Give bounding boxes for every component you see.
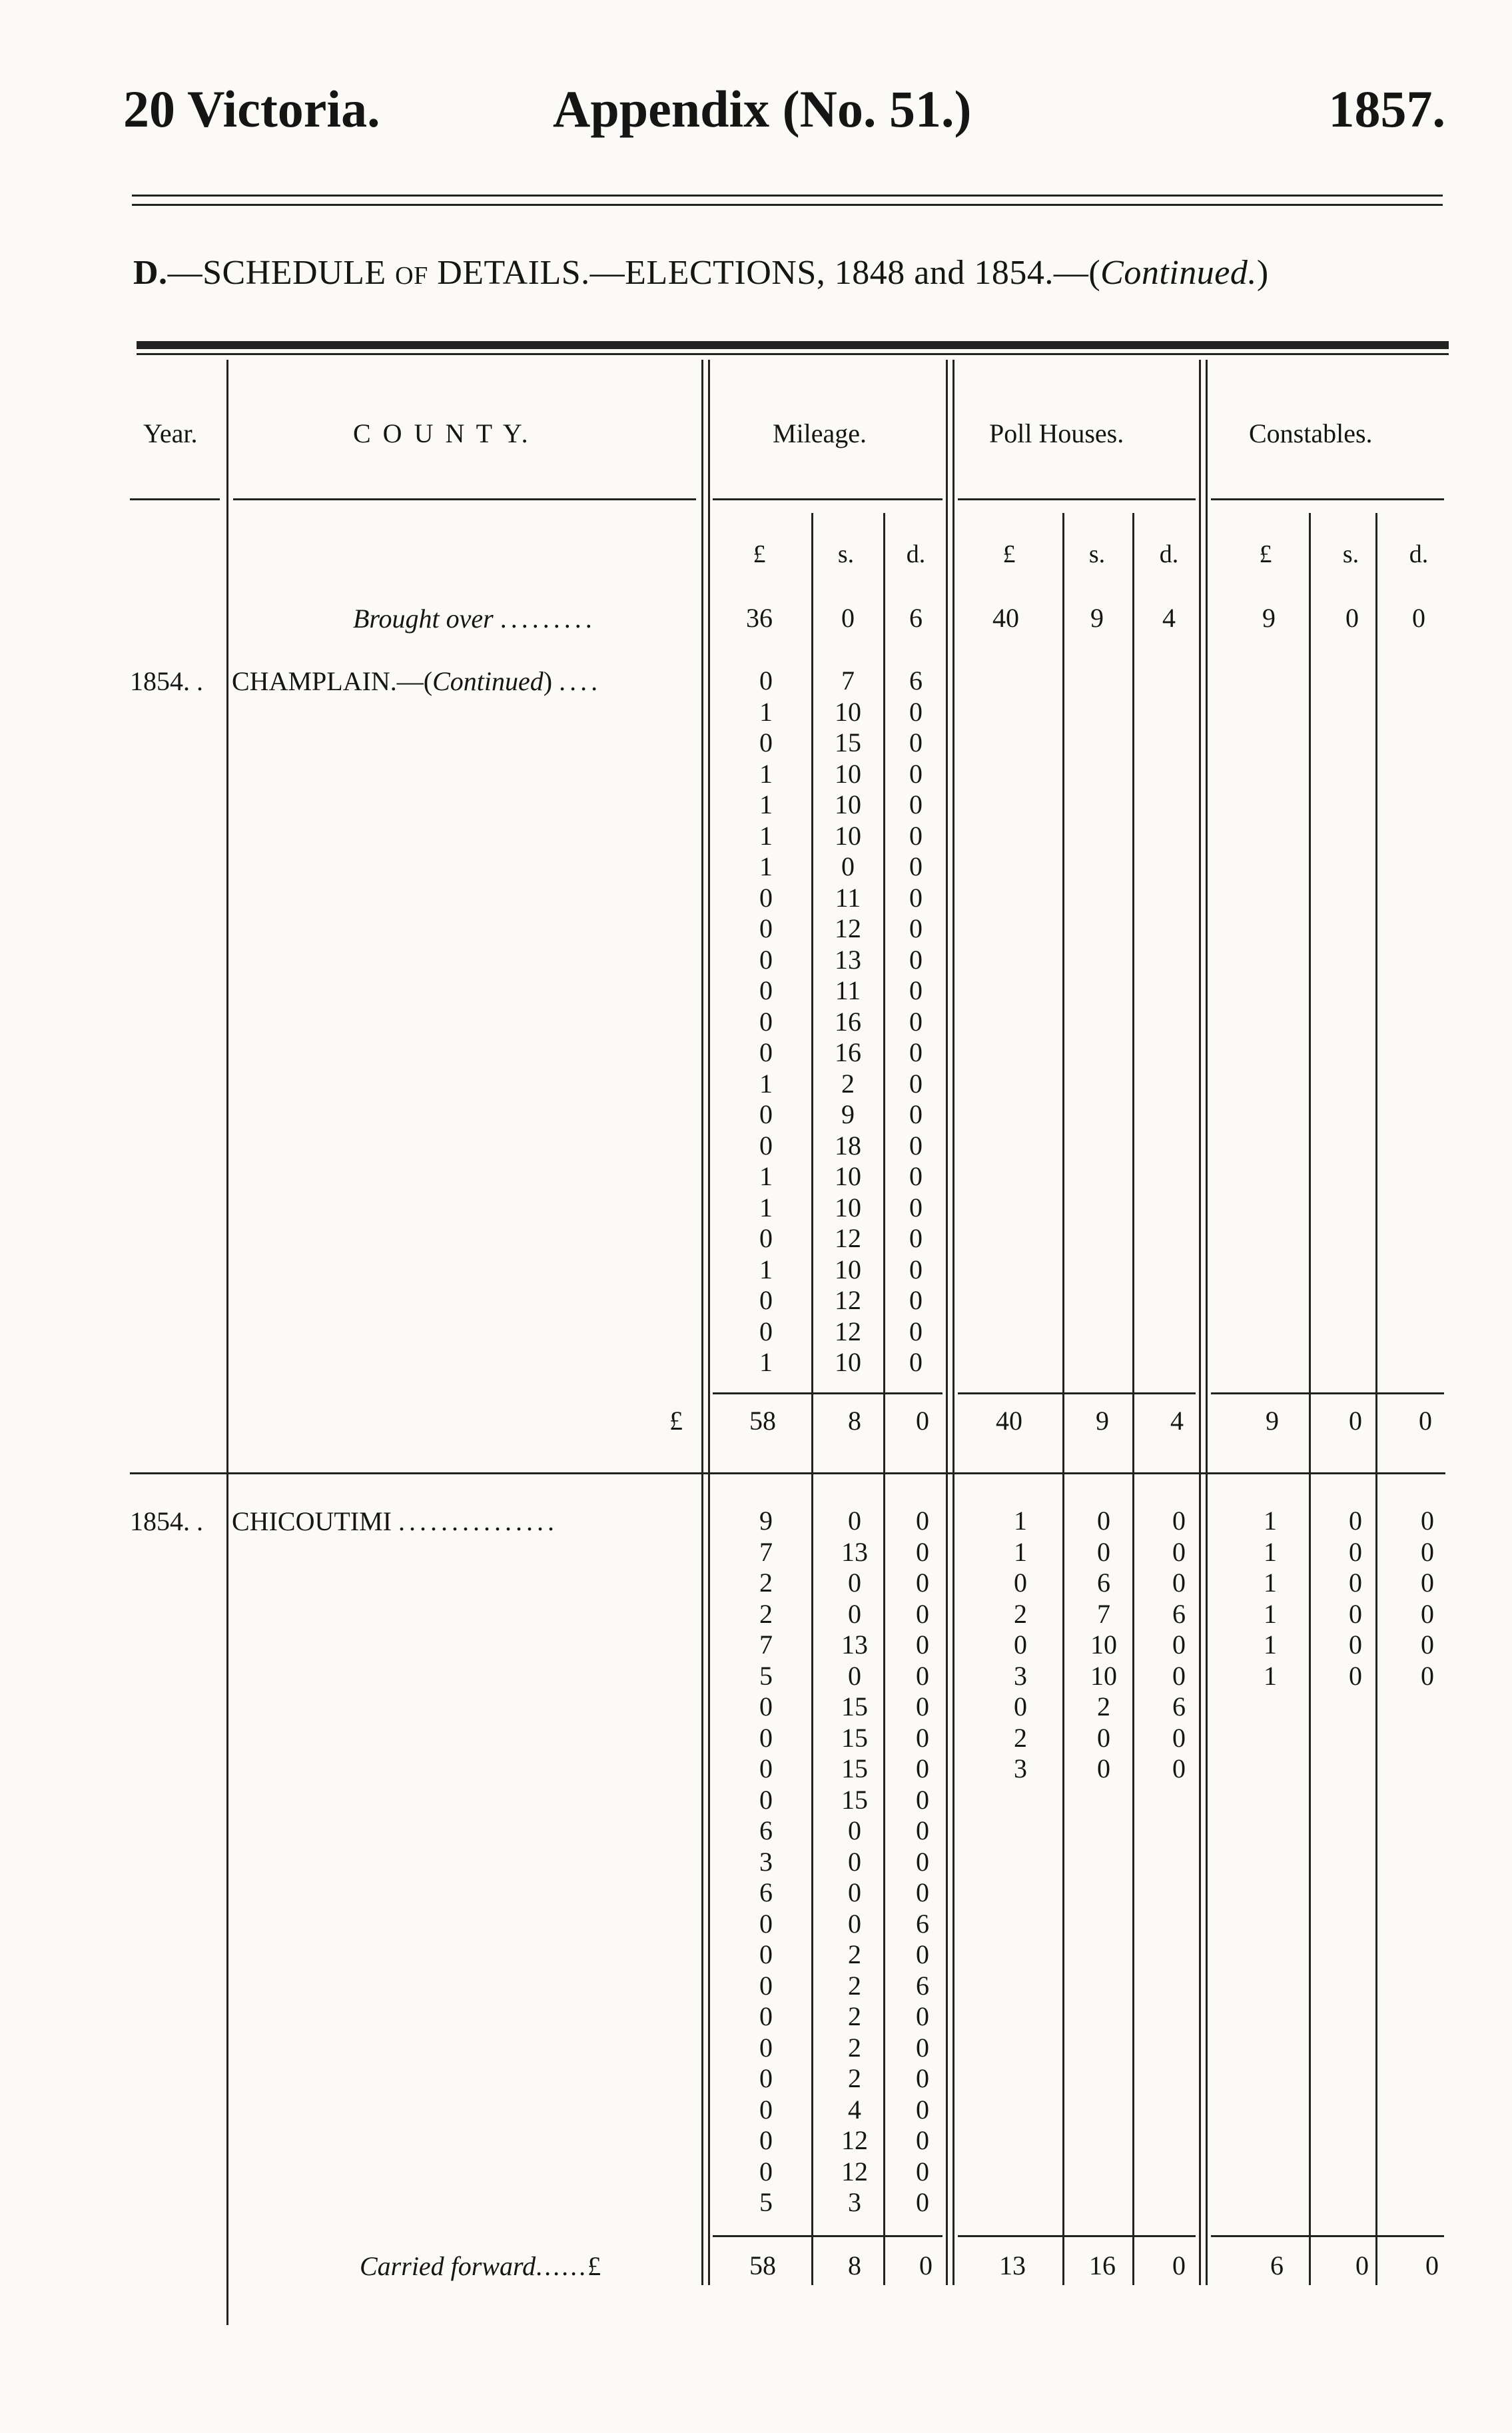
unit-poll-d: d. [1159,540,1179,568]
mileage-pounds-cell: 0 [759,913,773,943]
mileage-pounds-cell: 0 [759,1099,773,1129]
mileage-pounds-cell: 3 [759,1846,773,1877]
mileage-pounds-cell: 5 [759,2187,773,2217]
mileage-pence-cell: 0 [916,1660,929,1691]
mileage-shillings-cell: 4 [848,2094,861,2125]
mileage-pence-cell: 0 [916,1692,929,1721]
mileage-pence-cell: 6 [916,1970,929,2001]
column-header-constables: Constables. [1249,418,1373,448]
carried-poll-pence: 0 [1172,2250,1186,2280]
header-appendix: Appendix (No. 51.) [553,80,972,138]
poll-pence-cell: 0 [1172,1660,1186,1691]
mileage-pence-cell: 0 [909,882,923,913]
mileage-pence-cell: 0 [909,913,923,943]
mileage-pounds-cell: 0 [759,1970,773,2001]
poll-pence-cell: 0 [1172,1536,1186,1567]
header-rule-const [1211,498,1444,500]
carried-const-shillings: 0 [1355,2250,1369,2280]
constables-shillings-cell: 0 [1349,1598,1362,1629]
mileage-pounds-cell: 1 [759,696,773,727]
table-top-rule [137,341,1449,349]
mileage-pounds-cell: 1 [759,1254,773,1284]
mileage-pence-cell: 6 [916,1908,929,1939]
constables-pence-cell: 0 [1421,1630,1434,1660]
poll-pence-cell: 0 [1172,1568,1186,1598]
chicoutimi-mileage-shillings-column [825,1506,885,2218]
mileage-shillings-cell: 10 [835,758,861,789]
mileage-shillings-cell: 12 [835,1285,861,1315]
champlain-total-pound-sign: £ [669,1406,683,1436]
mileage-pence-cell: 0 [909,1223,923,1253]
chicoutimi-const-pounds-column [1240,1506,1300,1692]
mileage-shillings-cell: 10 [835,820,861,851]
champlain-total-mileage-pence: 0 [916,1406,929,1436]
carried-forward-label: Carried forward......£ [360,2251,601,2281]
mileage-shillings-cell: 2 [841,1068,855,1099]
mileage-pence-cell: 0 [916,2125,929,2155]
constables-pence-cell: 0 [1421,1568,1434,1598]
champlain-total-poll-pence: 4 [1170,1406,1184,1436]
mileage-pence-cell: 0 [916,1815,929,1845]
header-rule-poll [958,498,1196,500]
column-header-year: Year. [143,418,198,448]
mileage-pounds-cell: 0 [759,944,773,975]
column-header-county: C O U N T Y. [353,418,531,448]
poll-pounds-cell: 2 [1014,1598,1027,1629]
header-rule-top [132,195,1443,197]
mileage-pounds-cell: 0 [759,882,773,913]
poll-shillings-cell: 0 [1097,1722,1110,1753]
mileage-pence-cell: 0 [916,1753,929,1783]
mileage-shillings-cell: 13 [835,944,861,975]
header-rule-mileage [713,498,943,500]
mileage-pence-cell: 0 [916,1784,929,1815]
chicoutimi-county: CHICOUTIMI ............... [232,1506,558,1536]
mileage-pence-cell: 0 [916,1536,929,1567]
mileage-pounds-cell: 1 [759,820,773,851]
mileage-pence-cell: 0 [916,2032,929,2063]
mileage-shillings-cell: 10 [835,1254,861,1284]
mileage-pence-cell: 0 [909,1347,923,1377]
poll-pounds-cell: 0 [1014,1692,1027,1721]
mileage-shillings-cell: 0 [848,1846,861,1877]
champlain-total-const-shillings: 0 [1349,1406,1362,1436]
mileage-pence-cell: 0 [909,1130,923,1161]
mileage-pounds-cell: 0 [759,1316,773,1346]
mileage-pounds-cell: 0 [759,2001,773,2031]
unit-poll-pound: £ [1002,540,1016,568]
carried-mileage-pence: 0 [919,2250,933,2280]
carried-mileage-shillings: 8 [848,2250,861,2280]
mileage-pence-cell: 0 [916,1939,929,1969]
mileage-pence-cell: 0 [909,975,923,1005]
champlain-mileage-pounds-column [736,666,796,1378]
brought-over-const-pence: 0 [1412,603,1425,633]
mileage-shillings-cell: 2 [848,1970,861,2001]
unit-mileage-s: s. [837,540,855,568]
poll-pounds-cell: 1 [1014,1536,1027,1567]
champlain-mileage-pence-column [886,666,946,1378]
mileage-shillings-cell: 12 [841,2125,868,2155]
mileage-shillings-cell: 12 [841,2156,868,2187]
mileage-pounds-cell: 0 [759,2032,773,2063]
mileage-pounds-cell: 1 [759,851,773,881]
mileage-shillings-cell: 0 [848,1506,861,1536]
mileage-shillings-cell: 7 [841,666,855,696]
champlain-county: CHAMPLAIN.—(Continued) .... [232,666,602,696]
col-divider-const-d [1375,513,1377,2285]
constables-pence-cell: 0 [1421,1506,1434,1536]
carried-const-pounds: 6 [1270,2250,1284,2280]
mileage-pence-cell: 0 [909,944,923,975]
mileage-pence-cell: 0 [916,1568,929,1598]
brought-over-label: Brought over ......... [353,604,596,634]
poll-pence-cell: 0 [1172,1506,1186,1536]
mileage-shillings-cell: 0 [848,1568,861,1598]
chicoutimi-mileage-pence-column [893,1506,952,2218]
mileage-pounds-cell: 0 [759,975,773,1005]
header-rule-year [130,498,220,500]
poll-pence-cell: 6 [1172,1598,1186,1629]
mileage-pounds-cell: 5 [759,1660,773,1691]
mileage-pence-cell: 0 [909,1316,923,1346]
constables-pounds-cell: 1 [1264,1630,1277,1660]
mileage-pounds-cell: 1 [759,1347,773,1377]
mileage-shillings-cell: 15 [841,1692,868,1721]
champlain-total-poll-pounds: 40 [996,1406,1022,1436]
mileage-pounds-cell: 2 [759,1598,773,1629]
mileage-pence-cell: 0 [909,1037,923,1067]
champlain-mileage-shillings-column [818,666,878,1378]
brought-over-mileage-pounds: 36 [746,603,773,633]
champlain-total-poll-shillings: 9 [1096,1406,1109,1436]
mileage-pounds-cell: 2 [759,1568,773,1598]
mileage-shillings-cell: 9 [841,1099,855,1129]
poll-pounds-cell: 3 [1014,1753,1027,1783]
header-rule-bottom [132,204,1443,206]
poll-shillings-cell: 6 [1097,1568,1110,1598]
col-divider-year [226,360,228,2325]
constables-shillings-cell: 0 [1349,1506,1362,1536]
mileage-shillings-cell: 12 [835,1316,861,1346]
mileage-pence-cell: 0 [916,1877,929,1907]
carried-poll-pounds: 13 [999,2250,1026,2280]
mileage-pounds-cell: 0 [759,1692,773,1721]
chicoutimi-const-pence-column [1397,1506,1457,1692]
unit-poll-s: s. [1088,540,1106,568]
mileage-pounds-cell: 7 [759,1536,773,1567]
carried-mileage-pounds: 58 [749,2250,776,2280]
brought-over-poll-pounds: 40 [992,603,1019,633]
mileage-shillings-cell: 0 [848,1598,861,1629]
poll-pounds-cell: 2 [1014,1722,1027,1753]
mileage-pounds-cell: 0 [759,2063,773,2093]
col-divider-county-b [708,360,710,2285]
constables-pounds-cell: 1 [1264,1660,1277,1691]
constables-pounds-cell: 1 [1264,1506,1277,1536]
mileage-pounds-cell: 0 [759,1784,773,1815]
mileage-pence-cell: 0 [909,1068,923,1099]
mileage-shillings-cell: 15 [841,1722,868,1753]
mileage-pence-cell: 0 [909,728,923,757]
mileage-pence-cell: 0 [909,1099,923,1129]
mileage-shillings-cell: 10 [835,1161,861,1191]
mileage-pounds-cell: 1 [759,1161,773,1191]
header-rule-county [233,498,696,500]
mileage-pence-cell: 0 [909,820,923,851]
champlain-total-rule-mileage [713,1392,943,1394]
mileage-pounds-cell: 0 [759,1285,773,1315]
mileage-pounds-cell: 0 [759,2094,773,2125]
poll-shillings-cell: 2 [1097,1692,1110,1721]
poll-shillings-cell: 0 [1097,1506,1110,1536]
carried-rule-const [1211,2235,1444,2237]
mileage-pence-cell: 0 [916,2156,929,2187]
mileage-shillings-cell: 10 [835,1347,861,1377]
mileage-shillings-cell: 0 [848,1815,861,1845]
header-session: 20 Victoria. [123,80,380,138]
poll-pounds-cell: 3 [1014,1660,1027,1691]
mileage-pounds-cell: 0 [759,2125,773,2155]
mileage-pounds-cell: 0 [759,1130,773,1161]
constables-shillings-cell: 0 [1349,1568,1362,1598]
mileage-shillings-cell: 13 [841,1630,868,1660]
mileage-shillings-cell: 16 [835,1037,861,1067]
poll-pence-cell: 0 [1172,1722,1186,1753]
mileage-pence-cell: 0 [909,1006,923,1037]
mileage-pence-cell: 0 [916,2187,929,2217]
champlain-total-mileage-shillings: 8 [848,1406,861,1436]
column-header-mileage: Mileage. [773,418,867,448]
constables-pounds-cell: 1 [1264,1568,1277,1598]
col-divider-const-s [1309,513,1311,2285]
mileage-shillings-cell: 0 [848,1660,861,1691]
mileage-shillings-cell: 10 [835,1192,861,1222]
mileage-shillings-cell: 11 [835,882,861,913]
schedule-title: D.—SCHEDULE OF DETAILS.—ELECTIONS, 1848 and 1854.—(Continued.) [133,254,1269,292]
brought-over-poll-shillings: 9 [1090,603,1104,633]
poll-pounds-cell: 0 [1014,1630,1027,1660]
mileage-pence-cell: 0 [916,1598,929,1629]
mileage-pence-cell: 0 [909,789,923,819]
poll-pence-cell: 0 [1172,1753,1186,1783]
chicoutimi-poll-shillings-column [1074,1506,1134,1785]
mileage-pounds-cell: 0 [759,728,773,757]
table-top-rule-thin [137,353,1449,355]
mileage-pence-cell: 0 [916,1630,929,1660]
mileage-pounds-cell: 0 [759,2156,773,2187]
poll-shillings-cell: 0 [1097,1753,1110,1783]
poll-shillings-cell: 10 [1090,1630,1117,1660]
poll-shillings-cell: 0 [1097,1536,1110,1567]
poll-shillings-cell: 10 [1090,1660,1117,1691]
mileage-pence-cell: 0 [916,1506,929,1536]
header-year: 1857. [1328,80,1445,138]
column-header-poll-houses: Poll Houses. [989,418,1124,448]
mileage-shillings-cell: 0 [848,1908,861,1939]
mileage-pence-cell: 6 [909,666,923,696]
poll-pence-cell: 0 [1172,1630,1186,1660]
mileage-pence-cell: 0 [909,1254,923,1284]
mileage-shillings-cell: 2 [848,2032,861,2063]
poll-shillings-cell: 7 [1097,1598,1110,1629]
mileage-shillings-cell: 13 [841,1536,868,1567]
mileage-shillings-cell: 11 [835,975,861,1005]
constables-shillings-cell: 0 [1349,1630,1362,1660]
mileage-shillings-cell: 0 [848,1877,861,1907]
mileage-pounds-cell: 7 [759,1630,773,1660]
mileage-shillings-cell: 16 [835,1006,861,1037]
mileage-shillings-cell: 10 [835,789,861,819]
mileage-pounds-cell: 1 [759,789,773,819]
brought-over-poll-pence: 4 [1162,603,1176,633]
mileage-shillings-cell: 0 [841,851,855,881]
constables-pence-cell: 0 [1421,1660,1434,1691]
mileage-pounds-cell: 1 [759,758,773,789]
col-divider-poll-a [1199,360,1201,2285]
col-divider-county-a [701,360,703,2285]
mileage-pence-cell: 0 [909,851,923,881]
mileage-shillings-cell: 2 [848,2063,861,2093]
mileage-pounds-cell: 0 [759,666,773,696]
poll-pounds-cell: 0 [1014,1568,1027,1598]
mileage-pence-cell: 0 [909,758,923,789]
mileage-pounds-cell: 6 [759,1877,773,1907]
unit-const-pound: £ [1259,540,1272,568]
carried-poll-shillings: 16 [1089,2250,1116,2280]
chicoutimi-const-shillings-column [1325,1506,1385,1692]
col-divider-poll-d [1132,513,1134,2285]
chicoutimi-poll-pence-column [1149,1506,1209,1785]
chicoutimi-mileage-pounds-column [736,1506,796,2218]
mileage-pounds-cell: 0 [759,1223,773,1253]
mileage-pounds-cell: 0 [759,1908,773,1939]
col-divider-poll-s [1062,513,1064,2285]
carried-const-pence: 0 [1425,2250,1439,2280]
mileage-pounds-cell: 6 [759,1815,773,1845]
poll-pounds-cell: 1 [1014,1506,1027,1536]
mileage-pence-cell: 0 [909,1161,923,1191]
chicoutimi-poll-pounds-column [990,1506,1050,1785]
mileage-pounds-cell: 9 [759,1506,773,1536]
constables-pounds-cell: 1 [1264,1598,1277,1629]
mileage-shillings-cell: 2 [848,1939,861,1969]
mileage-pounds-cell: 1 [759,1068,773,1099]
mileage-shillings-cell: 18 [835,1130,861,1161]
mileage-pence-cell: 0 [916,1846,929,1877]
carried-rule-poll [958,2235,1196,2237]
mileage-shillings-cell: 12 [835,913,861,943]
mileage-pounds-cell: 0 [759,1037,773,1067]
champlain-total-rule-poll [958,1392,1196,1394]
mileage-pence-cell: 0 [909,1285,923,1315]
constables-shillings-cell: 0 [1349,1536,1362,1567]
constables-shillings-cell: 0 [1349,1660,1362,1691]
mileage-shillings-cell: 12 [835,1223,861,1253]
col-divider-poll-b [1206,360,1208,2285]
mileage-pounds-cell: 1 [759,1192,773,1222]
mileage-pence-cell: 0 [916,2063,929,2093]
mileage-pence-cell: 0 [909,1192,923,1222]
mileage-pence-cell: 0 [909,696,923,727]
chicoutimi-year: 1854. . [130,1506,203,1536]
unit-const-d: d. [1409,540,1429,568]
constables-pence-cell: 0 [1421,1598,1434,1629]
mileage-pounds-cell: 0 [759,1753,773,1783]
unit-const-s: s. [1342,540,1359,568]
champlain-total-rule-const [1211,1392,1444,1394]
mileage-shillings-cell: 15 [841,1784,868,1815]
carried-rule-mileage [713,2235,943,2237]
section-divider [130,1472,1445,1474]
brought-over-const-pounds: 9 [1262,603,1276,633]
mileage-pounds-cell: 0 [759,1939,773,1969]
brought-over-mileage-pence: 6 [909,603,923,633]
mileage-shillings-cell: 15 [835,728,861,757]
champlain-year: 1854. . [130,666,203,696]
mileage-pence-cell: 0 [916,2094,929,2125]
constables-pounds-cell: 1 [1264,1536,1277,1567]
constables-pence-cell: 0 [1421,1536,1434,1567]
mileage-pounds-cell: 0 [759,1722,773,1753]
champlain-total-const-pounds: 9 [1266,1406,1279,1436]
champlain-total-const-pence: 0 [1419,1406,1432,1436]
mileage-pence-cell: 0 [916,1722,929,1753]
brought-over-const-shillings: 0 [1345,603,1359,633]
mileage-pounds-cell: 0 [759,1006,773,1037]
poll-pence-cell: 6 [1172,1692,1186,1721]
mileage-shillings-cell: 15 [841,1753,868,1783]
col-divider-mileage-s [811,513,813,2285]
mileage-shillings-cell: 10 [835,696,861,727]
col-divider-mileage-b [952,360,954,2285]
unit-mileage-d: d. [906,540,926,568]
mileage-pence-cell: 0 [916,2001,929,2031]
brought-over-mileage-shillings: 0 [841,603,855,633]
mileage-shillings-cell: 2 [848,2001,861,2031]
mileage-shillings-cell: 3 [848,2187,861,2217]
champlain-total-mileage-pounds: 58 [749,1406,776,1436]
unit-mileage-pound: £ [753,540,766,568]
